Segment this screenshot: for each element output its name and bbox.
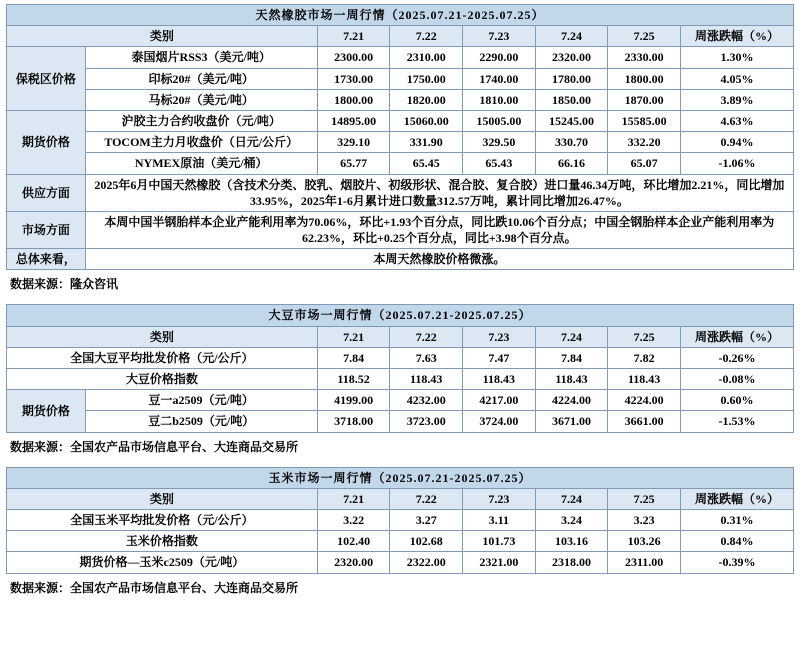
note-text-market: 本周中国半钢胎样本企业产能利用率为70.06%，环比+1.93个百分点，同比跌10.06个百分点；中国全钢胎样本企业产能利用率为62.23%，环比+0.25个百分点，同比+3.98个百分点。 bbox=[85, 211, 793, 248]
cell-value: 3.11 bbox=[463, 509, 536, 530]
cell-value: 3661.00 bbox=[608, 411, 681, 432]
group-label-bonded-price: 保税区价格 bbox=[7, 47, 86, 111]
cell-value: 7.47 bbox=[463, 347, 536, 368]
cell-value: 101.73 bbox=[463, 531, 536, 552]
table-row bbox=[7, 531, 794, 552]
table-row bbox=[7, 369, 794, 390]
corn-source: 数据来源：全国农产品市场信息平台、大连商品交易所 bbox=[10, 580, 299, 595]
row-name: 玉米价格指数 bbox=[7, 531, 318, 552]
note-label-market: 市场方面 bbox=[7, 211, 86, 248]
table-row bbox=[7, 47, 794, 68]
column-header-category: 类别 bbox=[7, 488, 318, 509]
table-row bbox=[7, 153, 794, 174]
cell-value: 65.07 bbox=[608, 153, 681, 174]
cell-value: 15245.00 bbox=[535, 110, 608, 131]
row-name: 沪胶主力合约收盘价（元/吨） bbox=[85, 110, 317, 131]
cell-value: 1730.00 bbox=[317, 68, 390, 89]
cell-value: 15005.00 bbox=[463, 110, 536, 131]
rubber-source: 数据来源：隆众咨讯 bbox=[10, 277, 119, 292]
column-header-weekly-change: 周涨跌幅（%） bbox=[680, 26, 793, 47]
cell-value: 65.45 bbox=[390, 153, 463, 174]
note-row-market bbox=[7, 211, 794, 248]
column-header-weekly-change: 周涨跌幅（%） bbox=[680, 488, 793, 509]
cell-value: 7.84 bbox=[535, 347, 608, 368]
cell-value: 2311.00 bbox=[608, 552, 681, 573]
cell-value: 4224.00 bbox=[535, 390, 608, 411]
table-row bbox=[7, 132, 794, 153]
row-name: NYMEX原油（美元/桶） bbox=[85, 153, 317, 174]
column-header-date-3: 7.23 bbox=[463, 488, 536, 509]
column-header-date-1: 7.21 bbox=[317, 26, 390, 47]
cell-value: 2318.00 bbox=[535, 552, 608, 573]
row-name: 马标20#（美元/吨） bbox=[85, 89, 317, 110]
cell-value: 3724.00 bbox=[463, 411, 536, 432]
cell-value: 118.43 bbox=[463, 369, 536, 390]
cell-value: 331.90 bbox=[390, 132, 463, 153]
cell-weekly-change: -0.08% bbox=[680, 369, 793, 390]
cell-value: 1740.00 bbox=[463, 68, 536, 89]
note-label-supply: 供应方面 bbox=[7, 174, 86, 211]
column-header-date-5: 7.25 bbox=[608, 26, 681, 47]
cell-value: 15585.00 bbox=[608, 110, 681, 131]
cell-value: 3.22 bbox=[317, 509, 390, 530]
cell-weekly-change: 0.84% bbox=[680, 531, 793, 552]
rubber-header-row bbox=[7, 26, 794, 47]
cell-weekly-change: -0.39% bbox=[680, 552, 793, 573]
row-name: 印标20#（美元/吨） bbox=[85, 68, 317, 89]
rubber-title: 天然橡胶市场一周行情（2025.07.21-2025.07.25） bbox=[7, 5, 794, 26]
column-header-date-4: 7.24 bbox=[535, 488, 608, 509]
cell-value: 2321.00 bbox=[463, 552, 536, 573]
cell-value: 2290.00 bbox=[463, 47, 536, 68]
cell-value: 1820.00 bbox=[390, 89, 463, 110]
cell-value: 15060.00 bbox=[390, 110, 463, 131]
table-row bbox=[7, 390, 794, 411]
spacer bbox=[6, 294, 794, 304]
note-row-supply bbox=[7, 174, 794, 211]
table-row bbox=[7, 89, 794, 110]
cell-value: 1750.00 bbox=[390, 68, 463, 89]
cell-value: 102.40 bbox=[317, 531, 390, 552]
corn-header-row bbox=[7, 488, 794, 509]
cell-value: 1810.00 bbox=[463, 89, 536, 110]
cell-value: 7.82 bbox=[608, 347, 681, 368]
cell-value: 103.16 bbox=[535, 531, 608, 552]
cell-value: 118.52 bbox=[317, 369, 390, 390]
column-header-date-4: 7.24 bbox=[535, 326, 608, 347]
cell-value: 1800.00 bbox=[317, 89, 390, 110]
soybean-title-row bbox=[7, 305, 794, 326]
cell-weekly-change: 0.31% bbox=[680, 509, 793, 530]
cell-weekly-change: 4.05% bbox=[680, 68, 793, 89]
cell-value: 2310.00 bbox=[390, 47, 463, 68]
column-header-weekly-change: 周涨跌幅（%） bbox=[680, 326, 793, 347]
cell-value: 3.27 bbox=[390, 509, 463, 530]
note-text-summary: 本周天然橡胶价格微涨。 bbox=[85, 249, 793, 270]
row-name: 全国玉米平均批发价格（元/公斤） bbox=[7, 509, 318, 530]
cell-value: 118.43 bbox=[608, 369, 681, 390]
cell-weekly-change: 3.89% bbox=[680, 89, 793, 110]
spacer bbox=[6, 457, 794, 467]
column-header-category: 类别 bbox=[7, 326, 318, 347]
cell-value: 330.70 bbox=[535, 132, 608, 153]
cell-value: 2330.00 bbox=[608, 47, 681, 68]
cell-value: 1800.00 bbox=[608, 68, 681, 89]
corn-market-table bbox=[6, 467, 794, 574]
corn-title-row bbox=[7, 467, 794, 488]
cell-value: 329.50 bbox=[463, 132, 536, 153]
cell-weekly-change: 0.94% bbox=[680, 132, 793, 153]
cell-value: 4217.00 bbox=[463, 390, 536, 411]
cell-value: 1870.00 bbox=[608, 89, 681, 110]
cell-value: 7.84 bbox=[317, 347, 390, 368]
cell-value: 103.26 bbox=[608, 531, 681, 552]
cell-value: 2300.00 bbox=[317, 47, 390, 68]
soybean-header-row bbox=[7, 326, 794, 347]
cell-value: 1780.00 bbox=[535, 68, 608, 89]
table-row bbox=[7, 68, 794, 89]
table-row bbox=[7, 411, 794, 432]
group-label-futures-price: 期货价格 bbox=[7, 110, 86, 174]
column-header-date-1: 7.21 bbox=[317, 326, 390, 347]
cell-value: 4199.00 bbox=[317, 390, 390, 411]
group-label-futures-price: 期货价格 bbox=[7, 390, 86, 432]
cell-value: 102.68 bbox=[390, 531, 463, 552]
cell-value: 7.63 bbox=[390, 347, 463, 368]
row-name: 全国大豆平均批发价格（元/公斤） bbox=[7, 347, 318, 368]
column-header-date-2: 7.22 bbox=[390, 488, 463, 509]
rubber-market-table bbox=[6, 4, 794, 270]
column-header-date-3: 7.23 bbox=[463, 26, 536, 47]
note-text-supply: 2025年6月中国天然橡胶（含技术分类、胶乳、烟胶片、初级形状、混合胶、复合胶）进口量46.34万吨，环比增加2.21%，同比增加33.95%，2025年1-6月累计进口数量312.57万吨，累计同比增加26.47%。 bbox=[85, 174, 793, 211]
cell-value: 65.77 bbox=[317, 153, 390, 174]
cell-value: 118.43 bbox=[390, 369, 463, 390]
table-row bbox=[7, 509, 794, 530]
cell-value: 2320.00 bbox=[535, 47, 608, 68]
row-name: 泰国烟片RSS3（美元/吨） bbox=[85, 47, 317, 68]
table-row bbox=[7, 110, 794, 131]
column-header-date-2: 7.22 bbox=[390, 26, 463, 47]
cell-value: 3.24 bbox=[535, 509, 608, 530]
column-header-date-4: 7.24 bbox=[535, 26, 608, 47]
soybean-title: 大豆市场一周行情（2025.07.21-2025.07.25） bbox=[7, 305, 794, 326]
row-name: 期货价格—玉米c2509（元/吨） bbox=[7, 552, 318, 573]
cell-value: 4224.00 bbox=[608, 390, 681, 411]
cell-value: 65.43 bbox=[463, 153, 536, 174]
table-row bbox=[7, 347, 794, 368]
cell-value: 66.16 bbox=[535, 153, 608, 174]
cell-value: 3.23 bbox=[608, 509, 681, 530]
cell-value: 3723.00 bbox=[390, 411, 463, 432]
column-header-date-2: 7.22 bbox=[390, 326, 463, 347]
cell-value: 4232.00 bbox=[390, 390, 463, 411]
column-header-category: 类别 bbox=[7, 26, 318, 47]
row-name: 豆二b2509（元/吨） bbox=[85, 411, 317, 432]
soybean-market-table bbox=[6, 304, 794, 432]
cell-weekly-change: -0.26% bbox=[680, 347, 793, 368]
column-header-date-3: 7.23 bbox=[463, 326, 536, 347]
table-row bbox=[7, 552, 794, 573]
cell-value: 3718.00 bbox=[317, 411, 390, 432]
cell-value: 118.43 bbox=[535, 369, 608, 390]
cell-weekly-change: 1.30% bbox=[680, 47, 793, 68]
rubber-title-row bbox=[7, 5, 794, 26]
note-row-summary bbox=[7, 249, 794, 270]
cell-value: 3671.00 bbox=[535, 411, 608, 432]
cell-weekly-change: -1.06% bbox=[680, 153, 793, 174]
cell-value: 332.20 bbox=[608, 132, 681, 153]
soybean-source: 数据来源：全国农产品市场信息平台、大连商品交易所 bbox=[10, 439, 299, 454]
cell-weekly-change: 0.60% bbox=[680, 390, 793, 411]
cell-value: 2322.00 bbox=[390, 552, 463, 573]
row-name: 大豆价格指数 bbox=[7, 369, 318, 390]
cell-weekly-change: 4.63% bbox=[680, 110, 793, 131]
cell-value: 2320.00 bbox=[317, 552, 390, 573]
cell-value: 329.10 bbox=[317, 132, 390, 153]
row-name: TOCOM主力月收盘价（日元/公斤） bbox=[85, 132, 317, 153]
row-name: 豆一a2509（元/吨） bbox=[85, 390, 317, 411]
cell-weekly-change: -1.53% bbox=[680, 411, 793, 432]
column-header-date-5: 7.25 bbox=[608, 488, 681, 509]
cell-value: 14895.00 bbox=[317, 110, 390, 131]
column-header-date-1: 7.21 bbox=[317, 488, 390, 509]
corn-title: 玉米市场一周行情（2025.07.21-2025.07.25） bbox=[7, 467, 794, 488]
column-header-date-5: 7.25 bbox=[608, 326, 681, 347]
cell-value: 1850.00 bbox=[535, 89, 608, 110]
note-label-summary: 总体来看， bbox=[7, 249, 86, 270]
